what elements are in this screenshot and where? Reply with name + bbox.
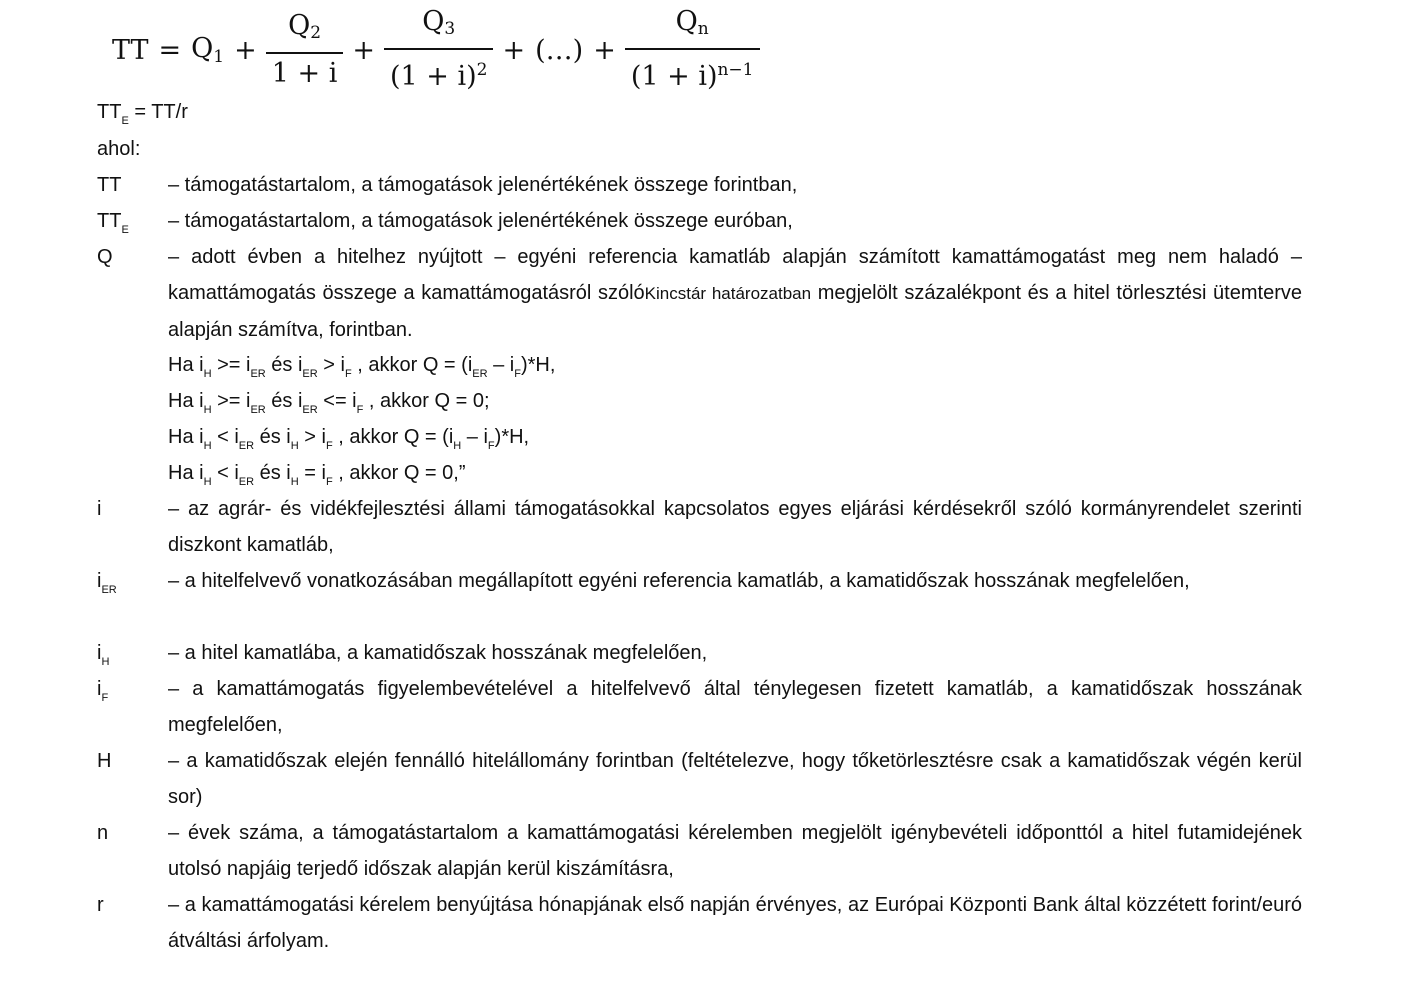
formula-q1: $Q_1$ bbox=[191, 33, 225, 67]
definition-ih: – a hitel kamatlába, a kamatidőszak hosszának megfelelően, bbox=[168, 642, 708, 664]
symbol-n: n bbox=[97, 822, 109, 844]
present-value-formula bbox=[107, 8, 764, 92]
condition-2: Ha $i_H >= i_{ER}$ és $i_{ER} <= i_F$ , akkor Q = 0; bbox=[168, 390, 490, 416]
formula-plus: + bbox=[352, 34, 375, 66]
definition-tt: – támogatástartalom, a támogatások jelenértékének összege forintban, bbox=[168, 174, 798, 196]
symbol-ih: $i_H$ bbox=[97, 642, 110, 668]
condition-4: Ha $i_H < i_{ER}$ és $i_H = i_F$ , akkor Q = 0,” bbox=[168, 462, 466, 488]
definition-ier: – a hitelfelvevő vonatkozásában megállapított egyéni referencia kamatláb, a kamatidőszak hosszának megfelelően, bbox=[168, 570, 1190, 592]
definition-if: – a kamattámogatás figyelembevételével a hitelfelvevő által ténylegesen fizetett kamatláb, a kamatidőszak hosszának megfelelően, bbox=[168, 678, 1302, 736]
formula-ellipsis: (…) bbox=[535, 34, 584, 66]
inline-small-text: Kincstár határozatban bbox=[644, 284, 812, 303]
formula-lhs: TT bbox=[112, 34, 149, 66]
formula-plus: + bbox=[593, 34, 616, 66]
definition-i: – az agrár- és vidékfejlesztési állami támogatásokkal kapcsolatos egyes eljárási kérdésekről szóló kormányrendelet szerinti diszkont kamatláb, bbox=[168, 498, 1302, 556]
symbol-tte: $TT_E$ bbox=[97, 210, 129, 236]
formula-equals: = bbox=[158, 34, 182, 66]
symbol-q: Q bbox=[97, 246, 113, 268]
formula-fraction-qn: $\frac{Q_n}{(1 + i)^{n-1}}$ bbox=[625, 5, 760, 95]
symbol-h: H bbox=[97, 750, 112, 772]
formula-fraction-q3: $\frac{Q_3}{(1 + i)^2}$ bbox=[384, 5, 494, 95]
symbol-r: r bbox=[97, 894, 104, 916]
symbol-i: i bbox=[97, 498, 102, 520]
definition-r: – a kamattámogatási kérelem benyújtása hónapjának első napján érvényes, az Európai Központi Bank által közzétett forint/euró átváltási árfolyam. bbox=[168, 894, 1302, 952]
formula-fraction-q2: $\frac{Q_2}{1 + i}$ bbox=[266, 9, 344, 92]
ahol-label: ahol: bbox=[97, 138, 141, 160]
definition-n: – évek száma, a támogatástartalom a kamattámogatási kérelemben megjelölt igénybevételi időponttól a hitel futamidejének utolsó napjáig terjedő időszak alapján kerül kiszámításra, bbox=[168, 822, 1302, 880]
formula-plus: + bbox=[502, 34, 526, 66]
definition-q: – adott évben a hitelhez nyújtott – egyéni referencia kamatláb alapján számított kamattámogatást meg nem haladó – kamattámogatás összege a kamattámogatásról szólóKincstár határozatban megjelölt százalékpont és a hitel törlesztési ütemterve alapján számítva, forintban. bbox=[168, 246, 1302, 341]
symbol-if: $i_F$ bbox=[97, 678, 109, 704]
tte-equation: $TT_E = TT/r$ bbox=[97, 101, 188, 127]
symbol-tt: TT bbox=[97, 174, 122, 196]
definition-tte: – támogatástartalom, a támogatások jelenértékének összege euróban, bbox=[168, 210, 793, 232]
symbol-ier: $i_{ER}$ bbox=[97, 570, 117, 596]
definition-h: – a kamatidőszak elején fennálló hitelállomány forintban (feltételezve, hogy tőketörlesztésre csak a kamatidőszak végén kerül sor) bbox=[168, 750, 1302, 808]
condition-3: Ha $i_H < i_{ER}$ és $i_H > i_F$ , akkor $Q = (i_H - i_F)*H$, bbox=[168, 426, 530, 452]
formula-plus: + bbox=[234, 34, 257, 66]
condition-1: Ha $i_H >= i_{ER}$ és $i_{ER} > i_F$ , akkor $Q = (i_{ER} - i_F)*H$, bbox=[168, 354, 556, 380]
